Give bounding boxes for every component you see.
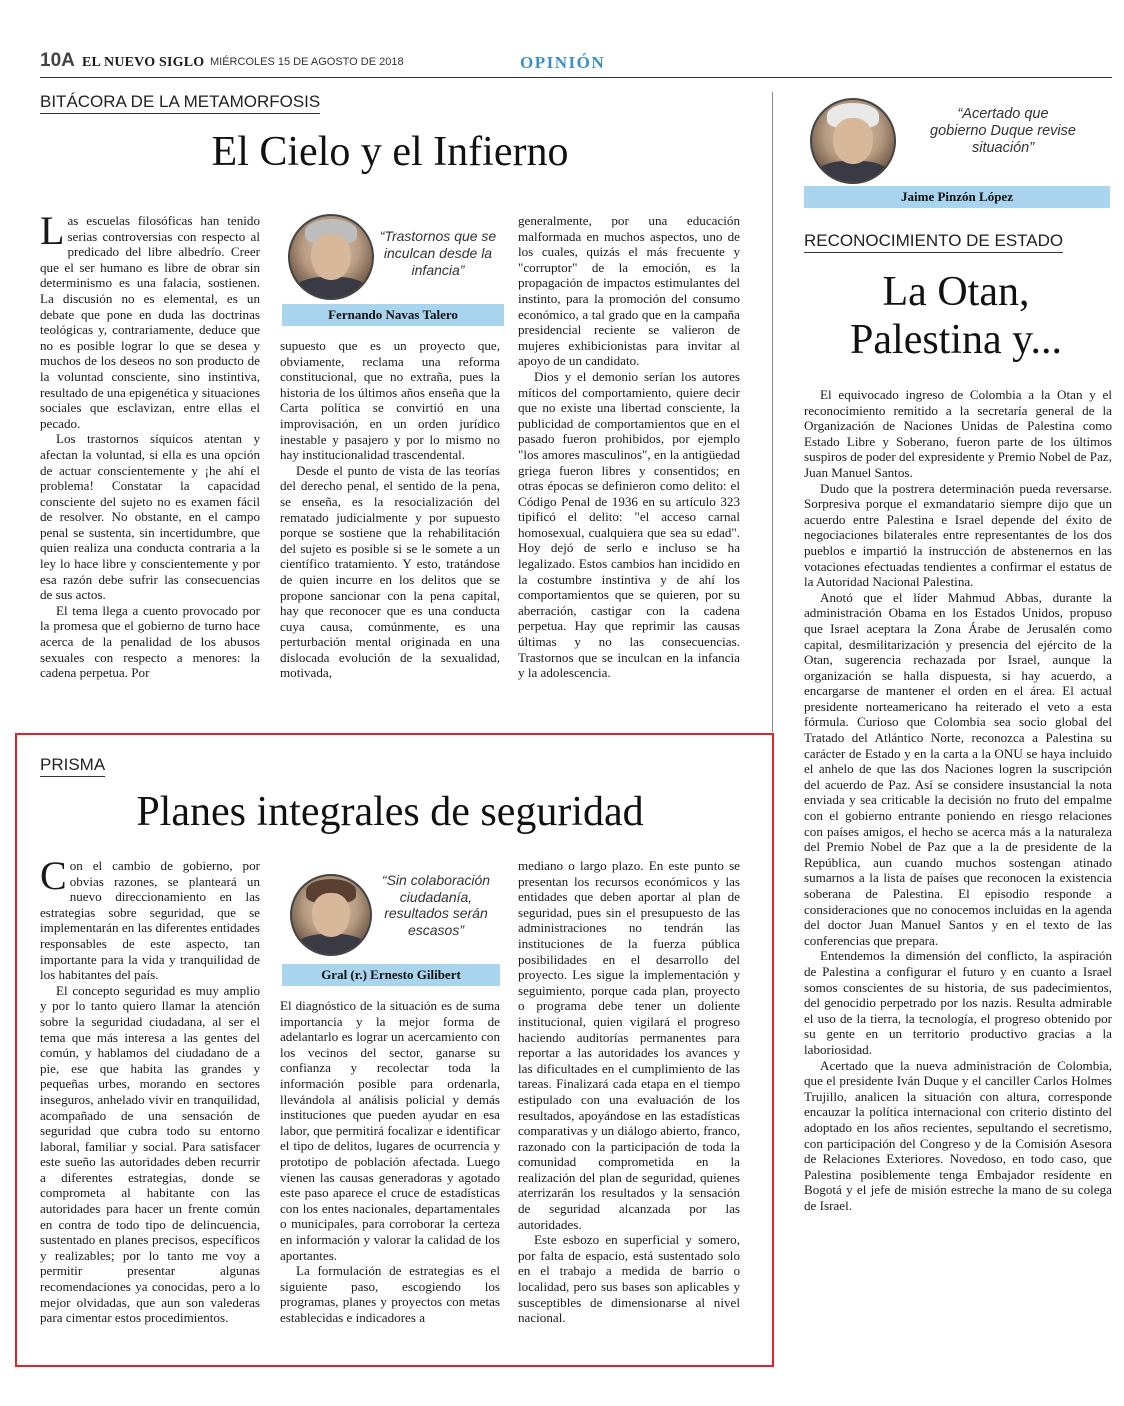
article1-paragraph: Desde el punto de vista de las teorías del derecho penal, el sentido de la pena, se enseña, es la resocialización del rematado judicialmente y por supuesto porque se sostiene que la rehabilitación del sujeto es posible si se le somete a un científico tratamiento. Y esto, tratándose de quien incurre en los delitos que se propone sancionar con la pena capital, hay que reconocer que es una conducta cuya causa, comúnmente, es una perturbación mental originada en una dislocada evolución de la sexualidad, motivada, [280,462,500,681]
pull-quote: “Sin colaboración ciudadanía, resultados serán escasos” [381,872,491,938]
article1-column-1 [40,213,260,713]
page-number: 10A [40,50,75,71]
article2-paragraph: mediano o largo plazo. En este punto se presentan los recursos económicos y las entidades que deben aportar al plan de seguridad, pues sin el presupuesto de las administraciones no tendrán las instituciones de la fuerza pública posibilidades en el desarrollo del proyecto. Les sigue la implementación y seguimiento, porque cada plan, proyecto o programa debe tener un doliente institucional, quien vigilará el progreso haciendo auditorías permanentes para reportar a las autoridades los avances y las dificultades en el cumplimiento de las tareas. Finalizará cada etapa en el tiempo estipulado con una evaluación de los resultados, apoyándose en las estadísticas comparativas y un diálogo abierto, franco, razonado con la participación de toda la comunidad comprometida en la realización del plan de seguridad, quienes aterrizarán los resultados y la sensación de seguridad alcanzada por las autoridades. [518,858,740,1232]
article1-paragraph: Los trastornos síquicos atentan y afectan la voluntad, si ella es una opción de actuar conscientemente y ¡he ahí el problema! Constatar la capacidad consciente del sujeto no es examen fácil de resolver. No obstante, en el campo penal se sustenta, sin incertidumbre, que quien realiza una conducta contraria a la ley lo hace libre y conscientemente y por esa razón debe sufrir las consecuencias de sus actos. [40,431,260,603]
article1-column-2 [280,338,500,713]
article3-paragraph: Entendemos la dimensión del conflicto, la aspiración de Palestina a configurar el futuro y en cuanto a Israel somos conscientes de su historia, de sus padecimientos, del genocidio perpetrado por los nazis. Resulta admirable el uso de la tierra, la tecnología, el progreso obtenido por su gente en un territorio productivo gracias a la laboriosidad. [804,948,1112,1057]
author-byline: Gral (r.) Ernesto Gilibert [282,964,500,986]
article1-dropcap: L [40,213,65,253]
article1-paragraph: El tema llega a cuento provocado por la promesa que el gobierno de turno hace acerca de la penalidad de los abusos sexuales con respecto a menores: la cadena perpetua. Por [40,602,260,681]
article1-column-3 [518,213,740,713]
article2-paragraph: La formulación de estrategias es el siguiente paso, escogiendo los programas, planes y proyectos con metas establecidas e indicadores a [280,1263,500,1325]
article2-paragraph: El concepto seguridad es muy amplio y por lo tanto quiero llamar la atención sobre la seguridad ciudadana, al ser el tema que más interesa a las gentes del común, y hablamos del ciudadano de a pie, ese que habita las grandes y pequeñas urbes, morando en sectores inseguros, anhelado vivir en tranquilidad, acompañado de una sensación de seguridad que cubra todo su entorno laboral, familiar y social. Para satisfacer este sueño las autoridades deben recurrir a diferentes estrategias, donde se comprometa al habitante con las autoridades para hacer un frente común en contra de todo tipo de delincuencia, sustentado en planes precisos, específicos y realizables; por lo tanto me voy a permitir presentar algunas recomendaciones ya conocidas, pero a lo mejor olvidadas, que aun son valederas para cimentar estos procedimientos. [40,982,260,1326]
article1-kicker: BITÁCORA DE LA METAMORFOSIS [40,92,320,114]
author-byline: Fernando Navas Talero [282,304,504,326]
article3-column [804,387,1112,1352]
article1-headline: El Cielo y el Infierno [211,129,569,175]
article3-headline-line: Palestina y... [850,317,1062,363]
article1-paragraph: generalmente, por una educación malformada en muchos aspectos, uno de los cuales, quizás el más frecuente y "corruptor" de la emoción, es la propagación de impactos estimulantes del instinto, para la promoción del consumo económico, a tal grado que en la campaña presidencial reciente se valieron de mujeres exhibicionistas para invitar al apoyo de un candidato. [518,213,740,369]
article2-dropcap: C [40,858,67,898]
article1-quote-box [282,208,504,326]
page-header [40,50,1112,78]
article2-paragraph: El diagnóstico de la situación es de suma importancia y la mejor forma de adelantarlo es lograr un acercamiento con los vecinos del sector, ganarse su confianza y recolectar toda la información posible para ordenarla, llevándola al análisis policial y demás instituciones que pueden ayudar en esa labor, que permitirá focalizar e identificar el tipo de delitos, lugares de ocurrencia y prototipo de población afectada. Luego vienen las causas generadoras y agotado este paso aparece el cruce de estadísticas con los entes nacionales, departamentales o municipales, para corroborar la certeza en información y valorar la calidad de los aportantes. [280,998,500,1263]
article2-kicker: PRISMA [40,755,105,777]
article2-headline: Planes integrales de seguridad [136,789,644,835]
article3-headline-line: La Otan, [882,269,1030,315]
author-photo [290,874,372,956]
article2-column-2 [280,998,500,1352]
issue-date: MIÉRCOLES 15 DE AGOSTO DE 2018 [210,56,404,68]
pull-quote: “Trastornos que se inculcan desde la infancia” [379,228,497,278]
article2-quote-box [282,868,500,986]
article2-paragraph: on el cambio de gobierno, por obvias razones, se planteará un nuevo direccionamiento en las estrategias sobre seguridad, que se implementarán en las diferentes entidades responsables de este aspecto, tan importante para la vida y tranquilidad de los habitantes del país. [40,858,260,983]
article3-kicker: RECONOCIMIENTO DE ESTADO [804,231,1063,253]
section-title: OPINIÓN [520,53,606,72]
article3-paragraph: Dudo que la postrera determinación pueda reversarse. Sorpresiva porque el exmandatario siempre dijo que un acuerdo entre Palestina e Israel depende del éxito de negociaciones bilaterales entre representantes de los dos pueblos e impartió la instrucción de abstenernos en las votaciones efectuadas tendientes a confirmar el estatus de la Autoridad Nacional Palestina. [804,480,1112,590]
article1-paragraph: as escuelas filosóficas han tenido serias controversias con respecto al predicado del libre albedrío. Creer que el ser humano es libre de obrar sin determinismo es una falacia, sostienen. La discusión no es elemental, es un debate que pone en duda las doctrinas teológicas y, contrariamente, deduce que no es posible lograr lo que se desea y muchos de los deseos no son producto de la voluntad consciente, sino instintiva, resultado de una epigenética y situaciones sociales que esclavizan, entre ellas el pecado. [40,213,260,431]
article3-paragraph: Anotó que el líder Mahmud Abbas, durante la administración Obama en los Estados Unidos, propuso que Israel aceptara la Zona Árabe de Jerusalén como capital, desmilitarización y presencia del ejército de la Otan, sugerencia rechazada por Israel, aunque la organización se halla dispuesta, si hay acuerdo, a encargarse de mantener el orden en el área. El actual presidente norteamericano ha reiterado el veto a esta fórmula. Curioso que Colombia sea socio global del Tratado del Atlántico Norte, reconozca a Palestina su carácter de Estado y en la carta a la ONU se haya incluido el anhelo de que las dos Naciones logren la suscripción del acuerdo de Paz. Así se considere insustancial la nota enviada y sea criticable la decisión no fruto del empalme con el gobierno entrante poniendo en riesgo relaciones con países amigos, el hecho se acerca más a la naturaleza del Premio Nobel de Paz que a la de presidente de la República, aun cuando muchos sostengan atinado sumarnos a la lista de países que reconocen la existencia soberana de Palestina. El episodio responde a consideraciones que no conocemos incluidas en la agenda del doctor Juan Manuel Santos y en el texto de las conferencias que prepara. [804,589,1112,948]
author-photo [288,214,374,300]
article2-column-3 [518,858,740,1352]
article1-paragraph: supuesto que es un proyecto que, obviamente, reclama una reforma constitucional, que no extraña, pues la historia de los últimos años enseña que la Carta política se convirtió en una improvisación, en un orden jurídico inestable y pasajero y por lo mismo no hay institucionalidad trascendental. [280,338,500,463]
article3-headline [800,268,1112,364]
article2-paragraph: Este esbozo en superficial y somero, por falta de espacio, está sustentado solo en el trabajo a medida de barrio o localidad, pero sus bases son aplicables y susceptibles de dimensionarse al nivel nacional. [518,1232,740,1326]
author-byline: Jaime Pinzón López [804,186,1110,208]
article2-column-1 [40,858,260,1352]
article3-quote-box [804,94,1110,208]
column-divider [772,92,773,732]
article3-paragraph: El equivocado ingreso de Colombia a la Otan y el reconocimiento remitido a la secretaría general de la Organización de Naciones Unidas de Palestina como Estado Libre y Soberano, fueron parte de los últimos suspiros de poder del expresidente y Premio Nobel de Paz, Juan Manuel Santos. [804,387,1112,480]
article3-paragraph: Acertado que la nueva administración de Colombia, que el presidente Iván Duque y el canciller Carlos Holmes Trujillo, analicen la situación con altura, corresponde encauzar la política internacional con criterio distinto del adoptado en los años recientes, sepultando el secretismo, con participación del Congreso y de la Comisión Asesora de Relaciones Exteriores. Novedoso, en todo caso, que Palestina posiblemente tenga Embajador residente en Bogotá y el jefe de misión estreche la mano de su colega de Israel. [804,1057,1112,1213]
pull-quote: “Acertado que gobierno Duque revise situación” [930,106,1076,156]
newspaper-name: EL NUEVO SIGLO [82,55,205,70]
author-photo [810,98,896,184]
article1-paragraph: Dios y el demonio serían los autores míticos del comportamiento, quiere decir que no existe una libertad consciente, la publicidad de comportamientos que en el pasado fueron prohibidos, por ejemplo "los amores masculinos", en la antigüedad griega fueron libres y consentidos; en otras épocas se definieron como delito: el Código Penal de 1936 en su artículo 323 tipificó el delito: "el acceso carnal homosexual, cualquiera que sea su edad". Hoy dejó de serlo e incluso se ha legalizado. Estos cambios han incidido en la costumbre instintiva y de ahí los comportamientos que se quieren, por su aberración, castigar con la cadena perpetua. Hay que reprimir las causas últimas y no las consecuencias. Trastornos que se inculcan en la infancia y la adolescencia. [518,368,740,681]
